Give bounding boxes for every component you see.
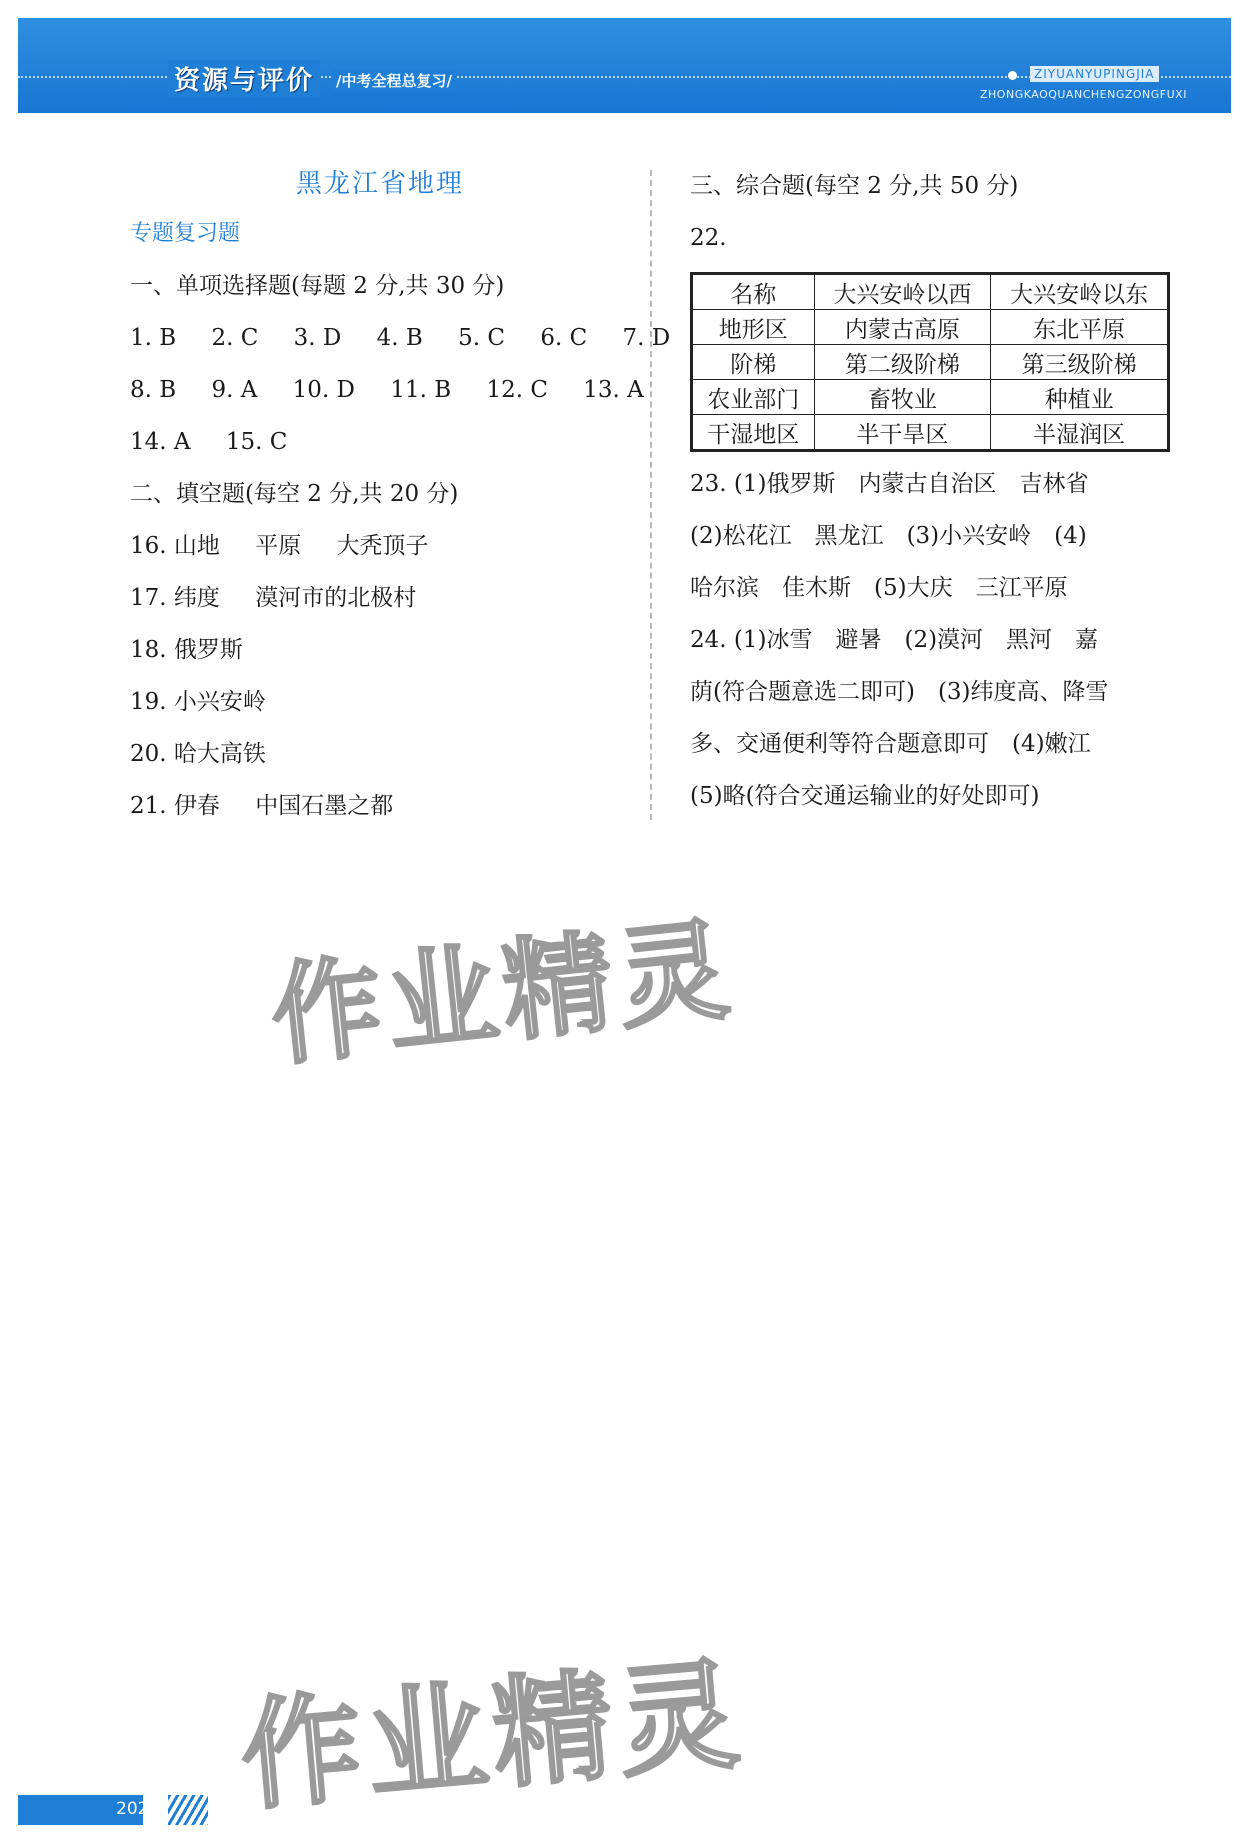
mc-answer: 12. C xyxy=(486,377,548,403)
table-cell: 种植业 xyxy=(991,380,1169,415)
mc-answer: 6. C xyxy=(540,325,588,351)
table-cell: 内蒙古高原 xyxy=(814,310,991,345)
page-title: 黑龙江省地理 xyxy=(295,169,464,199)
table-row xyxy=(692,380,1169,415)
mc-answer: 11. B xyxy=(390,377,452,403)
answer-line: 多、交通便利等符合题意即可 (4)嫩江 xyxy=(690,731,1091,757)
left-column xyxy=(130,160,671,832)
mc-row xyxy=(130,364,644,416)
part1-heading: 一、单项选择题(每题 2 分,共 30 分) xyxy=(130,273,505,299)
mc-answer: 5. C xyxy=(458,325,506,351)
table-row xyxy=(692,274,1169,310)
fill-answer xyxy=(130,520,630,572)
table-cell: 畜牧业 xyxy=(814,380,991,415)
mc-answer: 8. B xyxy=(130,377,177,403)
mc-answer: 9. A xyxy=(211,377,258,403)
fill-text: 中国石墨之都 xyxy=(255,793,394,819)
mc-answer: 4. B xyxy=(376,325,423,351)
q22-label: 22. xyxy=(690,225,727,251)
table-cell: 第三级阶梯 xyxy=(991,345,1169,380)
column-divider xyxy=(650,170,652,820)
mc-answer: 13. A xyxy=(583,377,644,403)
table-cell: 地形区 xyxy=(692,310,815,345)
page-number: 202 xyxy=(116,1799,149,1819)
mc-answer: 10. D xyxy=(292,377,356,403)
answer-line: (5)略(符合交通运输业的好处即可) xyxy=(690,783,1040,809)
fill-answer xyxy=(130,676,630,728)
page-number-tab xyxy=(18,1795,178,1825)
fill-text: 大秃顶子 xyxy=(336,533,429,559)
mc-answer: 14. A xyxy=(130,429,191,455)
fill-text: 18. 俄罗斯 xyxy=(130,637,243,663)
answer-line: (2)松花江 黑龙江 (3)小兴安岭 (4) xyxy=(690,523,1087,549)
mc-answer: 1. B xyxy=(130,325,177,351)
watermark-bottom: 作业精灵 xyxy=(235,1645,751,1828)
fill-text: 21. 伊春 xyxy=(130,793,220,819)
table-cell: 农业部门 xyxy=(692,380,815,415)
fill-answer xyxy=(130,572,630,624)
watermark-top: 作业精灵 xyxy=(265,905,741,1081)
answer-line: 哈尔滨 佳木斯 (5)大庆 三江平原 xyxy=(690,575,1068,601)
mc-answer: 7. D xyxy=(622,325,671,351)
table-cell: 大兴安岭以东 xyxy=(991,274,1169,310)
section-title: 专题复习题 xyxy=(130,221,241,246)
table-cell: 半湿润区 xyxy=(991,415,1169,451)
fill-answer xyxy=(130,624,630,676)
fill-text: 17. 纬度 xyxy=(130,585,220,611)
fill-text: 19. 小兴安岭 xyxy=(130,689,266,715)
header-subtitle: /中考全程总复习/ xyxy=(332,70,456,91)
answer-line: 荫(符合题意选二即可) (3)纬度高、降雪 xyxy=(690,679,1109,705)
header-dot-icon xyxy=(1008,71,1017,80)
table-cell: 阶梯 xyxy=(692,345,815,380)
table-cell: 干湿地区 xyxy=(692,415,815,451)
mc-answer: 2. C xyxy=(211,325,259,351)
table-row xyxy=(692,310,1169,345)
header-pinyin-subtitle: ZHONGKAOQUANCHENGZONGFUXI xyxy=(980,88,1187,101)
header-banner xyxy=(18,18,1231,113)
mc-answer: 15. C xyxy=(225,429,288,455)
table-cell: 大兴安岭以西 xyxy=(814,274,991,310)
answer-table xyxy=(690,272,1170,452)
header-pinyin-title: ZIYUANYUPINGJIA xyxy=(1030,66,1159,82)
fill-text: 20. 哈大高铁 xyxy=(130,741,266,767)
part3-heading: 三、综合题(每空 2 分,共 50 分) xyxy=(690,173,1019,199)
right-column xyxy=(690,160,1170,822)
fill-answer xyxy=(130,780,630,832)
table-cell: 东北平原 xyxy=(991,310,1169,345)
mc-row xyxy=(130,312,671,364)
table-cell: 第二级阶梯 xyxy=(814,345,991,380)
table-cell: 半干旱区 xyxy=(814,415,991,451)
header-title: 资源与评价 xyxy=(168,60,320,97)
mc-row xyxy=(130,416,630,468)
fill-text: 16. 山地 xyxy=(130,533,220,559)
answer-line: 23. (1)俄罗斯 内蒙古自治区 吉林省 xyxy=(690,471,1089,497)
mc-answer: 3. D xyxy=(293,325,342,351)
fill-text: 平原 xyxy=(255,533,302,559)
fill-text: 漠河市的北极村 xyxy=(255,585,417,611)
table-row xyxy=(692,345,1169,380)
part2-heading: 二、填空题(每空 2 分,共 20 分) xyxy=(130,481,459,507)
table-cell: 名称 xyxy=(692,274,815,310)
answer-line: 24. (1)冰雪 避暑 (2)漠河 黑河 嘉 xyxy=(690,627,1099,653)
table-row xyxy=(692,415,1169,451)
fill-answer xyxy=(130,728,630,780)
stripe-decoration xyxy=(168,1795,208,1825)
